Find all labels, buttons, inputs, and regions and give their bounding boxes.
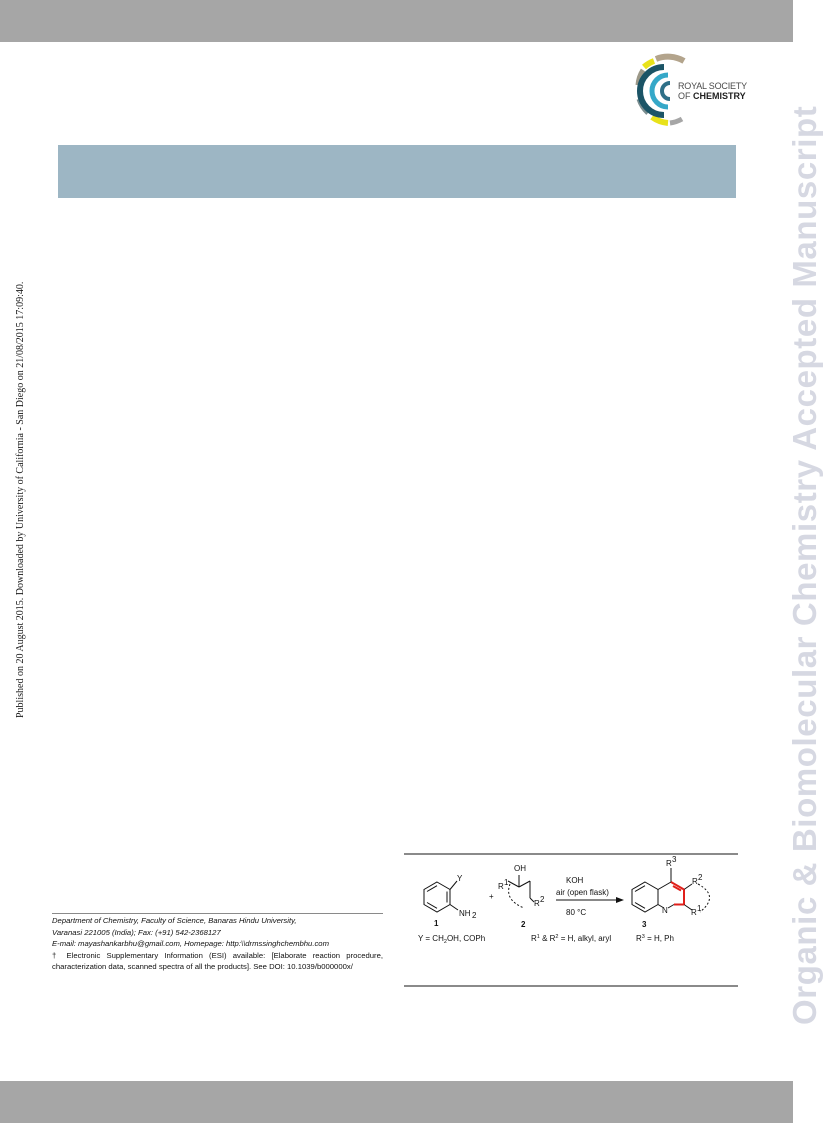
affiliation-line: Department of Chemistry, Faculty of Science, Banaras Hindu University,	[52, 916, 297, 925]
rsc-logo-line2	[678, 91, 746, 101]
reagent-koh: KOH	[566, 876, 584, 885]
product-3-r1: R	[691, 908, 697, 917]
compound-2-structure	[508, 875, 534, 908]
legend-r-mid: & R	[539, 934, 556, 943]
product-3-r2-sup: 2	[698, 873, 703, 882]
compound-1-number: 1	[434, 919, 439, 928]
legend-r-a-sup: 1	[536, 934, 540, 940]
rsc-logo	[634, 55, 747, 127]
header-bar	[0, 0, 793, 42]
plus-sign: +	[489, 892, 494, 901]
legend-y-label: Y = CH	[418, 934, 444, 943]
compound-2-number: 2	[521, 920, 526, 929]
legend-r-b-sup: 2	[555, 934, 559, 940]
product-3-new-bonds	[671, 882, 684, 905]
rsc-logo-of: OF	[678, 91, 691, 101]
rsc-logo-chemistry: CHEMISTRY	[693, 91, 746, 101]
compound-2-r2: R	[534, 899, 540, 908]
footnote-rule	[52, 913, 383, 914]
rsc-logo-line1: ROYAL SOCIETY	[678, 81, 747, 91]
scheme-legend	[418, 934, 674, 945]
compound-2-r1: R	[498, 882, 504, 891]
product-3-r1-sup: 1	[697, 904, 702, 913]
compound-2-oh: OH	[514, 864, 526, 873]
reaction-arrow	[556, 897, 624, 903]
legend-r3-rest: = H, Ph	[644, 934, 674, 943]
reaction-scheme-drawing	[404, 856, 738, 982]
reaction-scheme	[404, 856, 738, 982]
compound-2-r2-sup: 2	[540, 895, 545, 904]
compound-1-y: Y	[457, 874, 463, 883]
scheme-top-rule	[404, 853, 738, 855]
compound-1-nh: NH	[459, 909, 471, 918]
condition-temperature: 80 °C	[566, 908, 587, 917]
product-3-r3: R	[666, 859, 672, 868]
compound-2-r1-sup: 1	[504, 878, 509, 887]
compound-1-nh-sub: 2	[472, 911, 477, 920]
condition-air: air (open flask)	[556, 888, 609, 897]
legend-r-a: R	[531, 934, 537, 943]
title-band	[58, 145, 736, 198]
product-3-n: N	[662, 906, 668, 915]
legend-r3-sup: 3	[641, 934, 645, 940]
legend-r-rest: = H, alkyl, aryl	[558, 934, 612, 943]
esi-note: † Electronic Supplementary Information (ESI) available: [Elaborate reaction procedure, characterization data, scanned spectra of all the products]. See DOI: 10.1039/b000000x/	[52, 950, 383, 971]
footer-bar	[0, 1081, 793, 1123]
legend-y-sub: 2	[443, 939, 447, 945]
product-3-r2: R	[692, 877, 698, 886]
product-3-number: 3	[642, 920, 647, 929]
address-line: Varanasi 221005 (India); Fax: (+91) 542-2368127	[52, 927, 221, 937]
publication-notice: Published on 20 August 2015. Downloaded by University of California - San Diego on 21/08/2015 17:09:40.	[15, 281, 26, 718]
product-3-r3-sup: 3	[672, 855, 677, 864]
compound-1-structure	[424, 881, 458, 912]
scheme-bottom-rule	[404, 985, 738, 987]
legend-r3: R	[636, 934, 642, 943]
legend-y-rest: OH, COPh	[446, 934, 486, 943]
affiliation-footnote	[52, 915, 383, 973]
email-homepage-line: E-mail: mayashankarbhu@gmail.com, Homepage: http:\\drmssinghchembhu.com	[52, 939, 329, 948]
accepted-manuscript-watermark: Organic & Biomolecular Chemistry Accepted Manuscript	[786, 105, 823, 1025]
